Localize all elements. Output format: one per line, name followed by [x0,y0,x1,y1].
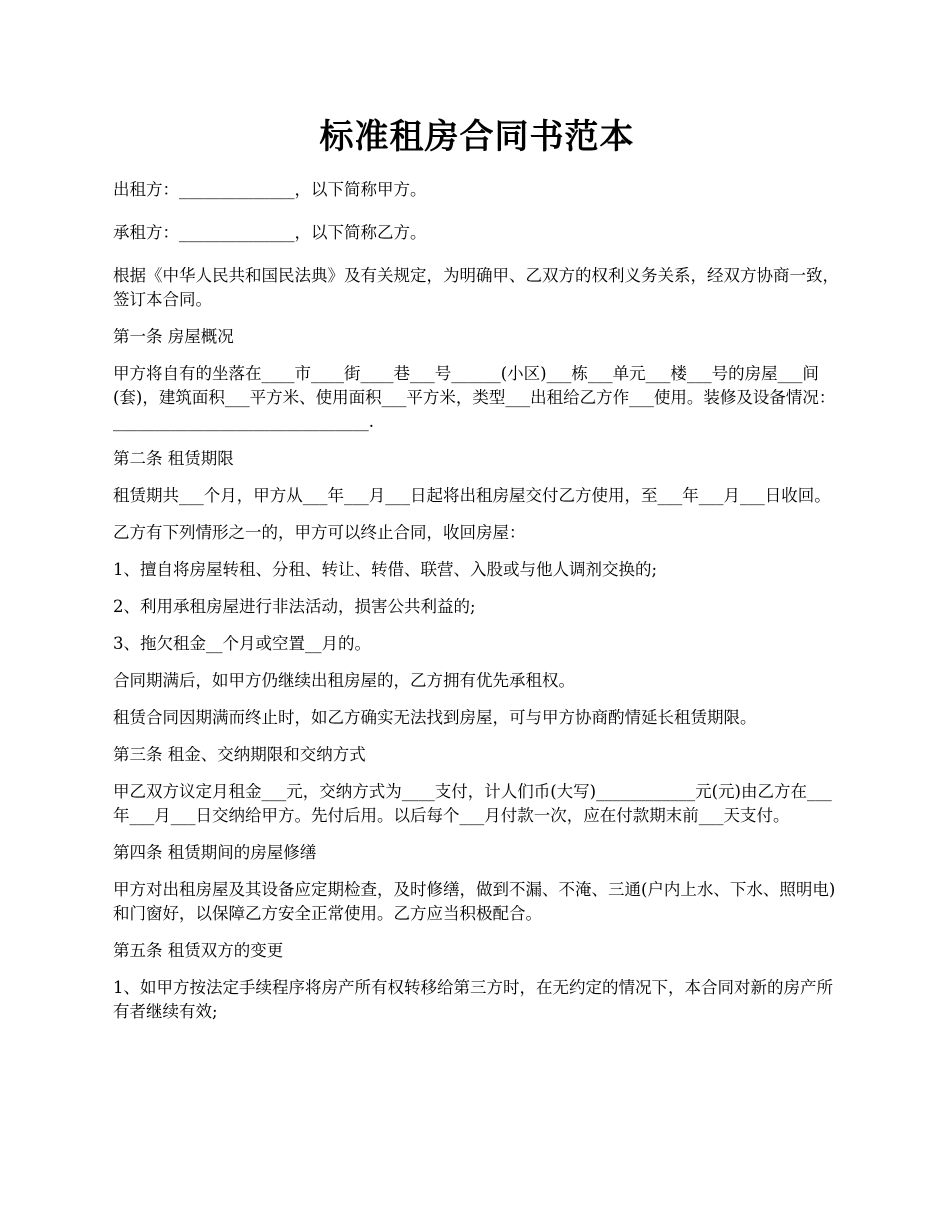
article-1-heading: 第一条 房屋概况 [113,327,234,346]
rent-payment-paragraph: 甲乙双方议定月租金___元，交纳方式为____支付，计人们币(大写)____________元(元)由乙方在___年___月___日交纳给甲方。先付后用。以后每个___月付款一次，应在付款期末前___天支付。 [113,782,832,825]
article-5-heading: 第五条 租赁双方的变更 [113,941,284,960]
repair-paragraph: 甲方对出租房屋及其设备应定期检查，及时修缮，做到不漏、不淹、三通(户内上水、下水、照明电)和门窗好，以保障乙方安全正常使用。乙方应当积极配合。 [113,880,836,923]
article-4-heading: 第四条 租赁期间的房屋修缮 [113,843,317,862]
ownership-transfer-paragraph: 1、如甲方按法定手续程序将房产所有权转移给第三方时，在无约定的情况下，本合同对新的房产所有者继续有效; [113,978,833,1021]
lease-term-paragraph: 租赁期共___个月，甲方从___年___月___日起将出租房屋交付乙方使用，至___年___月___日收回。 [113,486,831,505]
article-3-heading: 第三条 租金、交纳期限和交纳方式 [113,745,366,764]
lessee-line: 承租方：______________，以下简称乙方。 [113,223,427,242]
preamble-paragraph: 根据《中华人民共和国民法典》及有关规定，为明确甲、乙双方的权利义务关系，经双方协商一致，签订本合同。 [113,266,839,309]
termination-item-3: 3、拖欠租金__个月或空置__月的。 [113,634,371,653]
article-1-property-paragraph: 甲方将自有的坐落在____市____街____巷___号______(小区)___栋___单元___楼___号的房屋___间(套)，建筑面积___平方米、使用面积___平方米，类型___出租给乙方作___使用。装修及设备情况：_______________________________. [113,364,836,431]
lessor-line: 出租方：______________，以下简称甲方。 [113,180,427,199]
termination-intro-paragraph: 乙方有下列情形之一的，甲方可以终止合同，收回房屋： [113,523,526,542]
document-title: 标准租房合同书范本 [319,117,635,157]
article-2-heading: 第二条 租赁期限 [113,449,234,468]
termination-item-1: 1、擅自将房屋转租、分租、转让、转借、联营、入股或与他人调剂交换的; [113,560,658,579]
extension-paragraph: 租赁合同因期满而终止时，如乙方确实无法找到房屋，可与甲方协商酌情延长租赁期限。 [113,708,757,727]
termination-item-2: 2、利用承租房屋进行非法活动，损害公共利益的; [113,597,476,616]
priority-renewal-paragraph: 合同期满后，如甲方仍继续出租房屋的，乙方拥有优先承租权。 [113,671,575,690]
document-page [113,0,841,1024]
